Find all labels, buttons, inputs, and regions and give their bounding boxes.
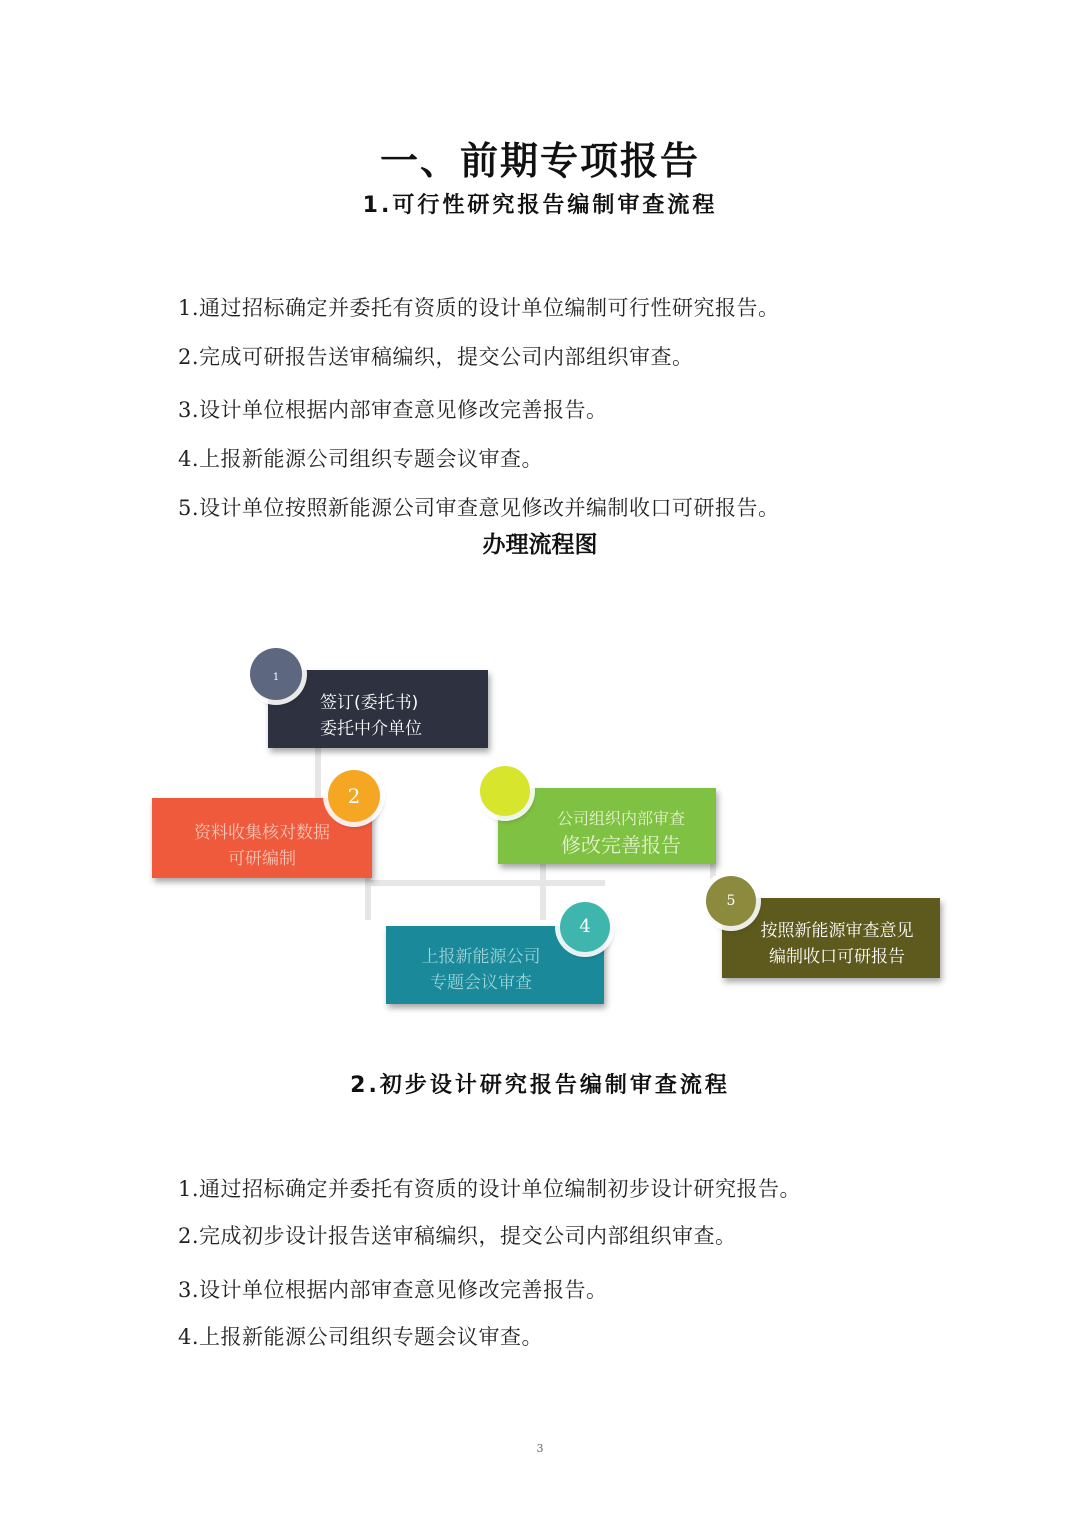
section2-item-2: 2.完成初步设计报告送审稿编织，提交公司内部组织审查。 [178,1224,737,1248]
flow-step-5-number: 5 [706,876,756,926]
flow-step-2-line1: 资料收集核对数据 [194,823,330,843]
section1-item-3: 3.设计单位根据内部审查意见修改完善报告。 [178,398,608,422]
connector-line [365,880,605,886]
page-heading: 一、前期专项报告 [379,139,700,183]
flow-step-5-line2: 编制收口可研报告 [769,947,905,967]
section1-title: 1.可行性研究报告编制审查流程 [362,193,718,218]
flow-step-5 [722,898,940,978]
flow-diagram-title: 办理流程图 [482,532,598,558]
section2-item-4: 4.上报新能源公司组织专题会议审查。 [178,1325,544,1349]
flow-step-4-line2: 专题会议审查 [430,973,532,993]
section2-title: 2.初步设计研究报告编制审查流程 [350,1073,730,1098]
flow-step-1-line2: 委托中介单位 [320,719,422,739]
section2-item-1: 1.通过招标确定并委托有资质的设计单位编制初步设计研究报告。 [178,1177,802,1201]
flow-step-2-number: 2 [328,770,380,822]
section1-item-2: 2.完成可研报告送审稿编织，提交公司内部组织审查。 [178,345,694,369]
flow-step-2-line2: 可研编制 [228,849,296,869]
section1-item-1: 1.通过招标确定并委托有资质的设计单位编制可行性研究报告。 [178,296,780,320]
flow-step-3-number [480,766,530,816]
flow-step-4-number: 4 [560,902,610,952]
flow-step-1 [268,670,488,748]
flow-step-5-line1: 按照新能源审查意见 [760,921,914,941]
section1-item-5: 5.设计单位按照新能源公司审查意见修改并编制收口可研报告。 [178,496,780,520]
flow-step-3 [498,788,716,864]
flow-step-4-line1: 上报新能源公司 [421,947,541,967]
section1-item-4: 4.上报新能源公司组织专题会议审查。 [178,447,544,471]
flow-diagram [140,620,950,1020]
flow-step-1-number: 1 [250,648,302,700]
connector-line [540,860,546,920]
page-number: 3 [536,1442,544,1455]
section2-item-3: 3.设计单位根据内部审查意见修改完善报告。 [178,1278,608,1302]
flow-step-3-line1: 公司组织内部审查 [556,809,685,828]
flow-step-1-line1: 签订(委托书) [320,693,419,713]
flow-step-3-line2: 修改完善报告 [561,833,681,857]
